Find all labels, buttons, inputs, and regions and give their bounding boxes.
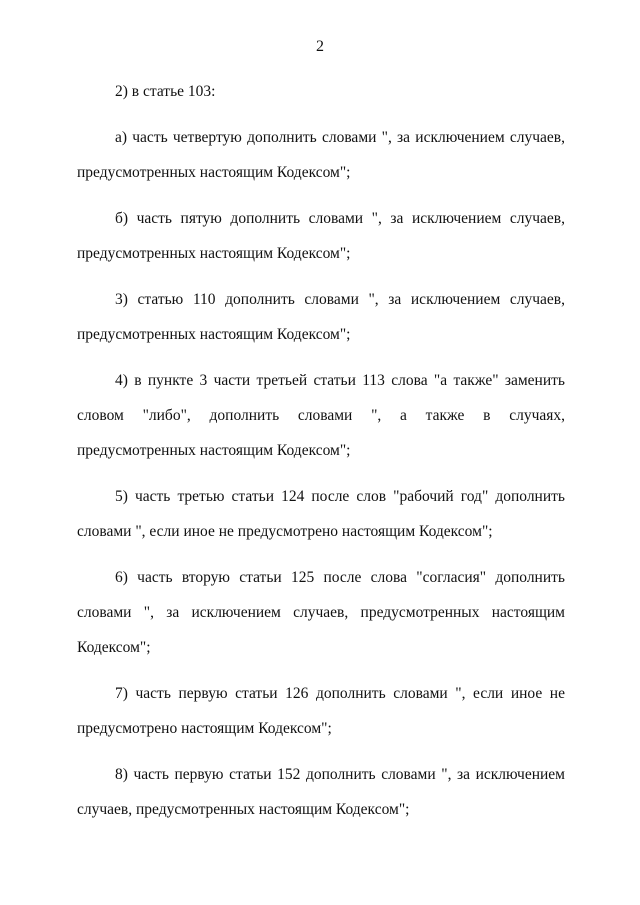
paragraph-subitem-b: б) часть пятую дополнить словами ", за исключением случаев, предусмотренных настоящим Кодексом"; [77,210,565,262]
paragraph-item-6: 6) часть вторую статьи 125 после слова "согласия" дополнить словами ", за исключением случаев, предусмотренных настоящим Кодексом"; [77,569,565,656]
document-body [77,74,565,838]
paragraph-item-8: 8) часть первую статьи 152 дополнить словами ", за исключением случаев, предусмотренных настоящим Кодексом"; [77,766,565,818]
paragraph-subitem-a: а) часть четвертую дополнить словами ", за исключением случаев, предусмотренных настоящим Кодексом"; [77,129,565,181]
paragraph-item-5: 5) часть третью статьи 124 после слов "рабочий год" дополнить словами ", если иное не предусмотрено настоящим Кодексом"; [77,488,565,540]
paragraph-item-4: 4) в пункте 3 части третьей статьи 113 слова "а также" заменить словом "либо", дополнить словами ", а также в случаях, предусмотренных настоящим Кодексом"; [77,372,565,459]
paragraph-item-2: 2) в статье 103: [115,83,216,100]
paragraph-item-7: 7) часть первую статьи 126 дополнить словами ", если иное не предусмотрено настоящим Кодексом"; [77,685,565,737]
paragraph-item-3: 3) статью 110 дополнить словами ", за исключением случаев, предусмотренных настоящим Кодексом"; [77,291,565,343]
page-number: 2 [316,38,324,55]
